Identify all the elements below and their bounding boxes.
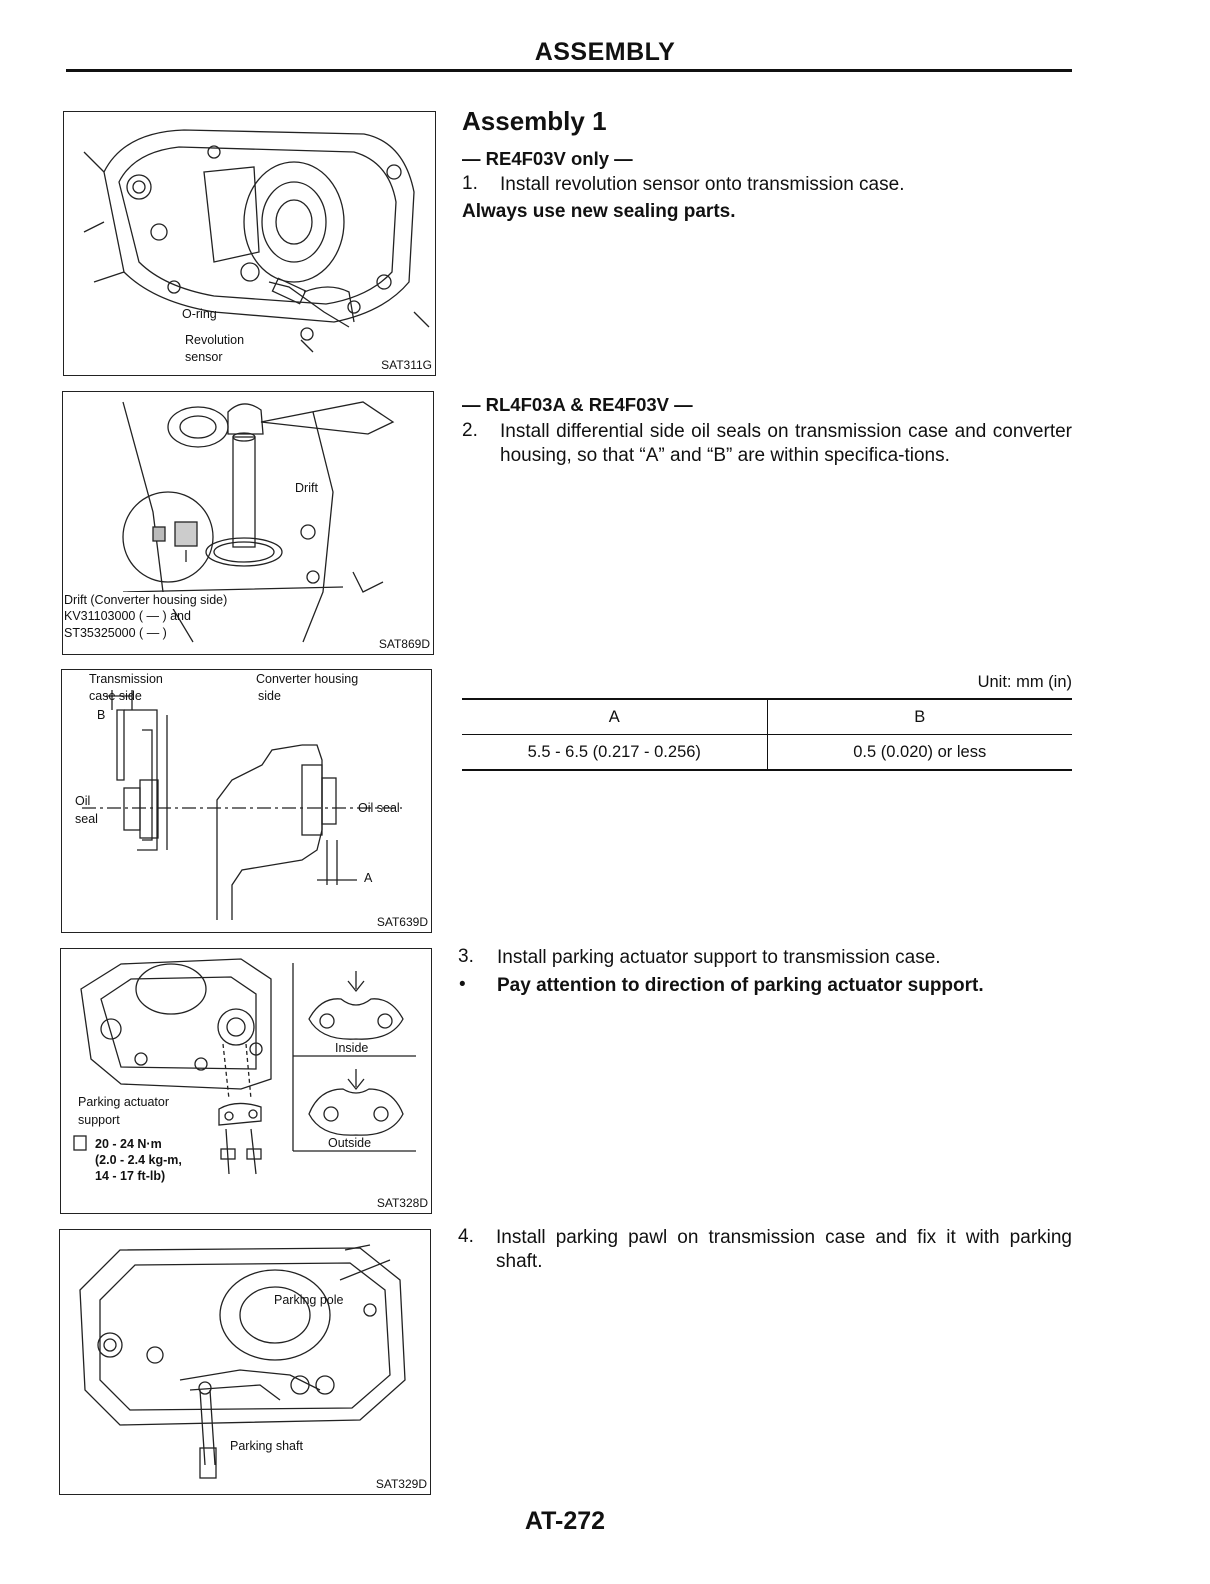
label-revolution: Revolution xyxy=(185,333,245,347)
label-converter-housing: Converter housing xyxy=(256,672,359,686)
label-transmission: Transmission xyxy=(89,672,163,686)
label-parking-actuator: Parking actuator xyxy=(78,1095,170,1109)
step-number: 1. xyxy=(462,173,478,194)
label-a: A xyxy=(364,871,373,885)
label-support: support xyxy=(78,1113,120,1127)
figure-revolution-sensor xyxy=(63,111,436,376)
col-header-a: A xyxy=(462,699,767,735)
spec-table xyxy=(462,698,1072,771)
model-note-rl4f03a-re4f03v: — RL4F03A & RE4F03V — xyxy=(462,394,693,415)
label-sensor: sensor xyxy=(185,350,223,364)
figure-parking-actuator xyxy=(60,948,432,1214)
transmission-case-drawing xyxy=(64,112,435,375)
label-oil-seal: Oil seal xyxy=(358,801,400,815)
label-kv31103000: KV31103000 ( — ) and xyxy=(64,609,191,623)
label-seal: seal xyxy=(75,812,98,826)
label-parking-shaft: Parking shaft xyxy=(230,1439,303,1453)
model-note-re4f03v: — RE4F03V only — xyxy=(462,148,633,169)
step-number: 3. xyxy=(458,946,474,967)
title-rule xyxy=(66,69,1072,72)
page-title: ASSEMBLY xyxy=(534,38,676,66)
step-note: Always use new sealing parts. xyxy=(462,201,736,222)
figure-code: SAT869D xyxy=(378,637,430,651)
label-drift-converter: Drift (Converter housing side) xyxy=(64,593,228,607)
step-text: Install parking pawl on transmission case and fix it with parking shaft. xyxy=(496,1227,1072,1272)
label-drift: Drift xyxy=(295,481,318,495)
step-number: 2. xyxy=(462,420,478,441)
label-side: side xyxy=(258,689,281,703)
step-note: Pay attention to direction of parking actuator support. xyxy=(497,975,984,996)
label-parking-pole: Parking pole xyxy=(274,1293,344,1307)
step-text: Install differential side oil seals on transmission case and converter housing, so that “A” and “B” are within specifica-tions. xyxy=(500,421,1072,466)
section-heading: Assembly 1 xyxy=(462,106,607,136)
step-text: Install revolution sensor onto transmission case. xyxy=(500,174,905,195)
figure-oil-seal-section xyxy=(61,669,432,933)
label-case-side: case side xyxy=(89,689,142,703)
label-torque-nm: 20 - 24 N·m xyxy=(95,1137,162,1151)
figure-code: SAT639D xyxy=(376,915,428,929)
label-inside: Inside xyxy=(335,1041,369,1055)
figure-code: SAT311G xyxy=(381,358,432,372)
figure-parking-pawl xyxy=(59,1229,431,1495)
label-torque-kgm: (2.0 - 2.4 kg-m, xyxy=(95,1153,182,1167)
label-oil: Oil xyxy=(75,794,91,808)
figure-drift xyxy=(62,391,434,655)
label-b: B xyxy=(97,708,106,722)
cell-a: 5.5 - 6.5 (0.217 - 0.256) xyxy=(462,735,767,771)
label-torque-ftlb: 14 - 17 ft-lb) xyxy=(95,1169,166,1183)
unit-label: Unit: mm (in) xyxy=(977,673,1072,691)
figure-code: SAT328D xyxy=(376,1196,428,1210)
col-header-b: B xyxy=(767,699,1072,735)
figure-code: SAT329D xyxy=(375,1477,427,1491)
bullet: • xyxy=(459,974,466,995)
step-text: Install parking actuator support to transmission case. xyxy=(497,947,941,968)
page-number: AT-272 xyxy=(524,1507,606,1535)
label-outside: Outside xyxy=(328,1136,372,1150)
cell-b: 0.5 (0.020) or less xyxy=(767,735,1072,771)
step-number: 4. xyxy=(458,1226,474,1247)
label-st35325000: ST35325000 ( — ) xyxy=(64,626,167,640)
label-o-ring: O-ring xyxy=(182,307,217,321)
